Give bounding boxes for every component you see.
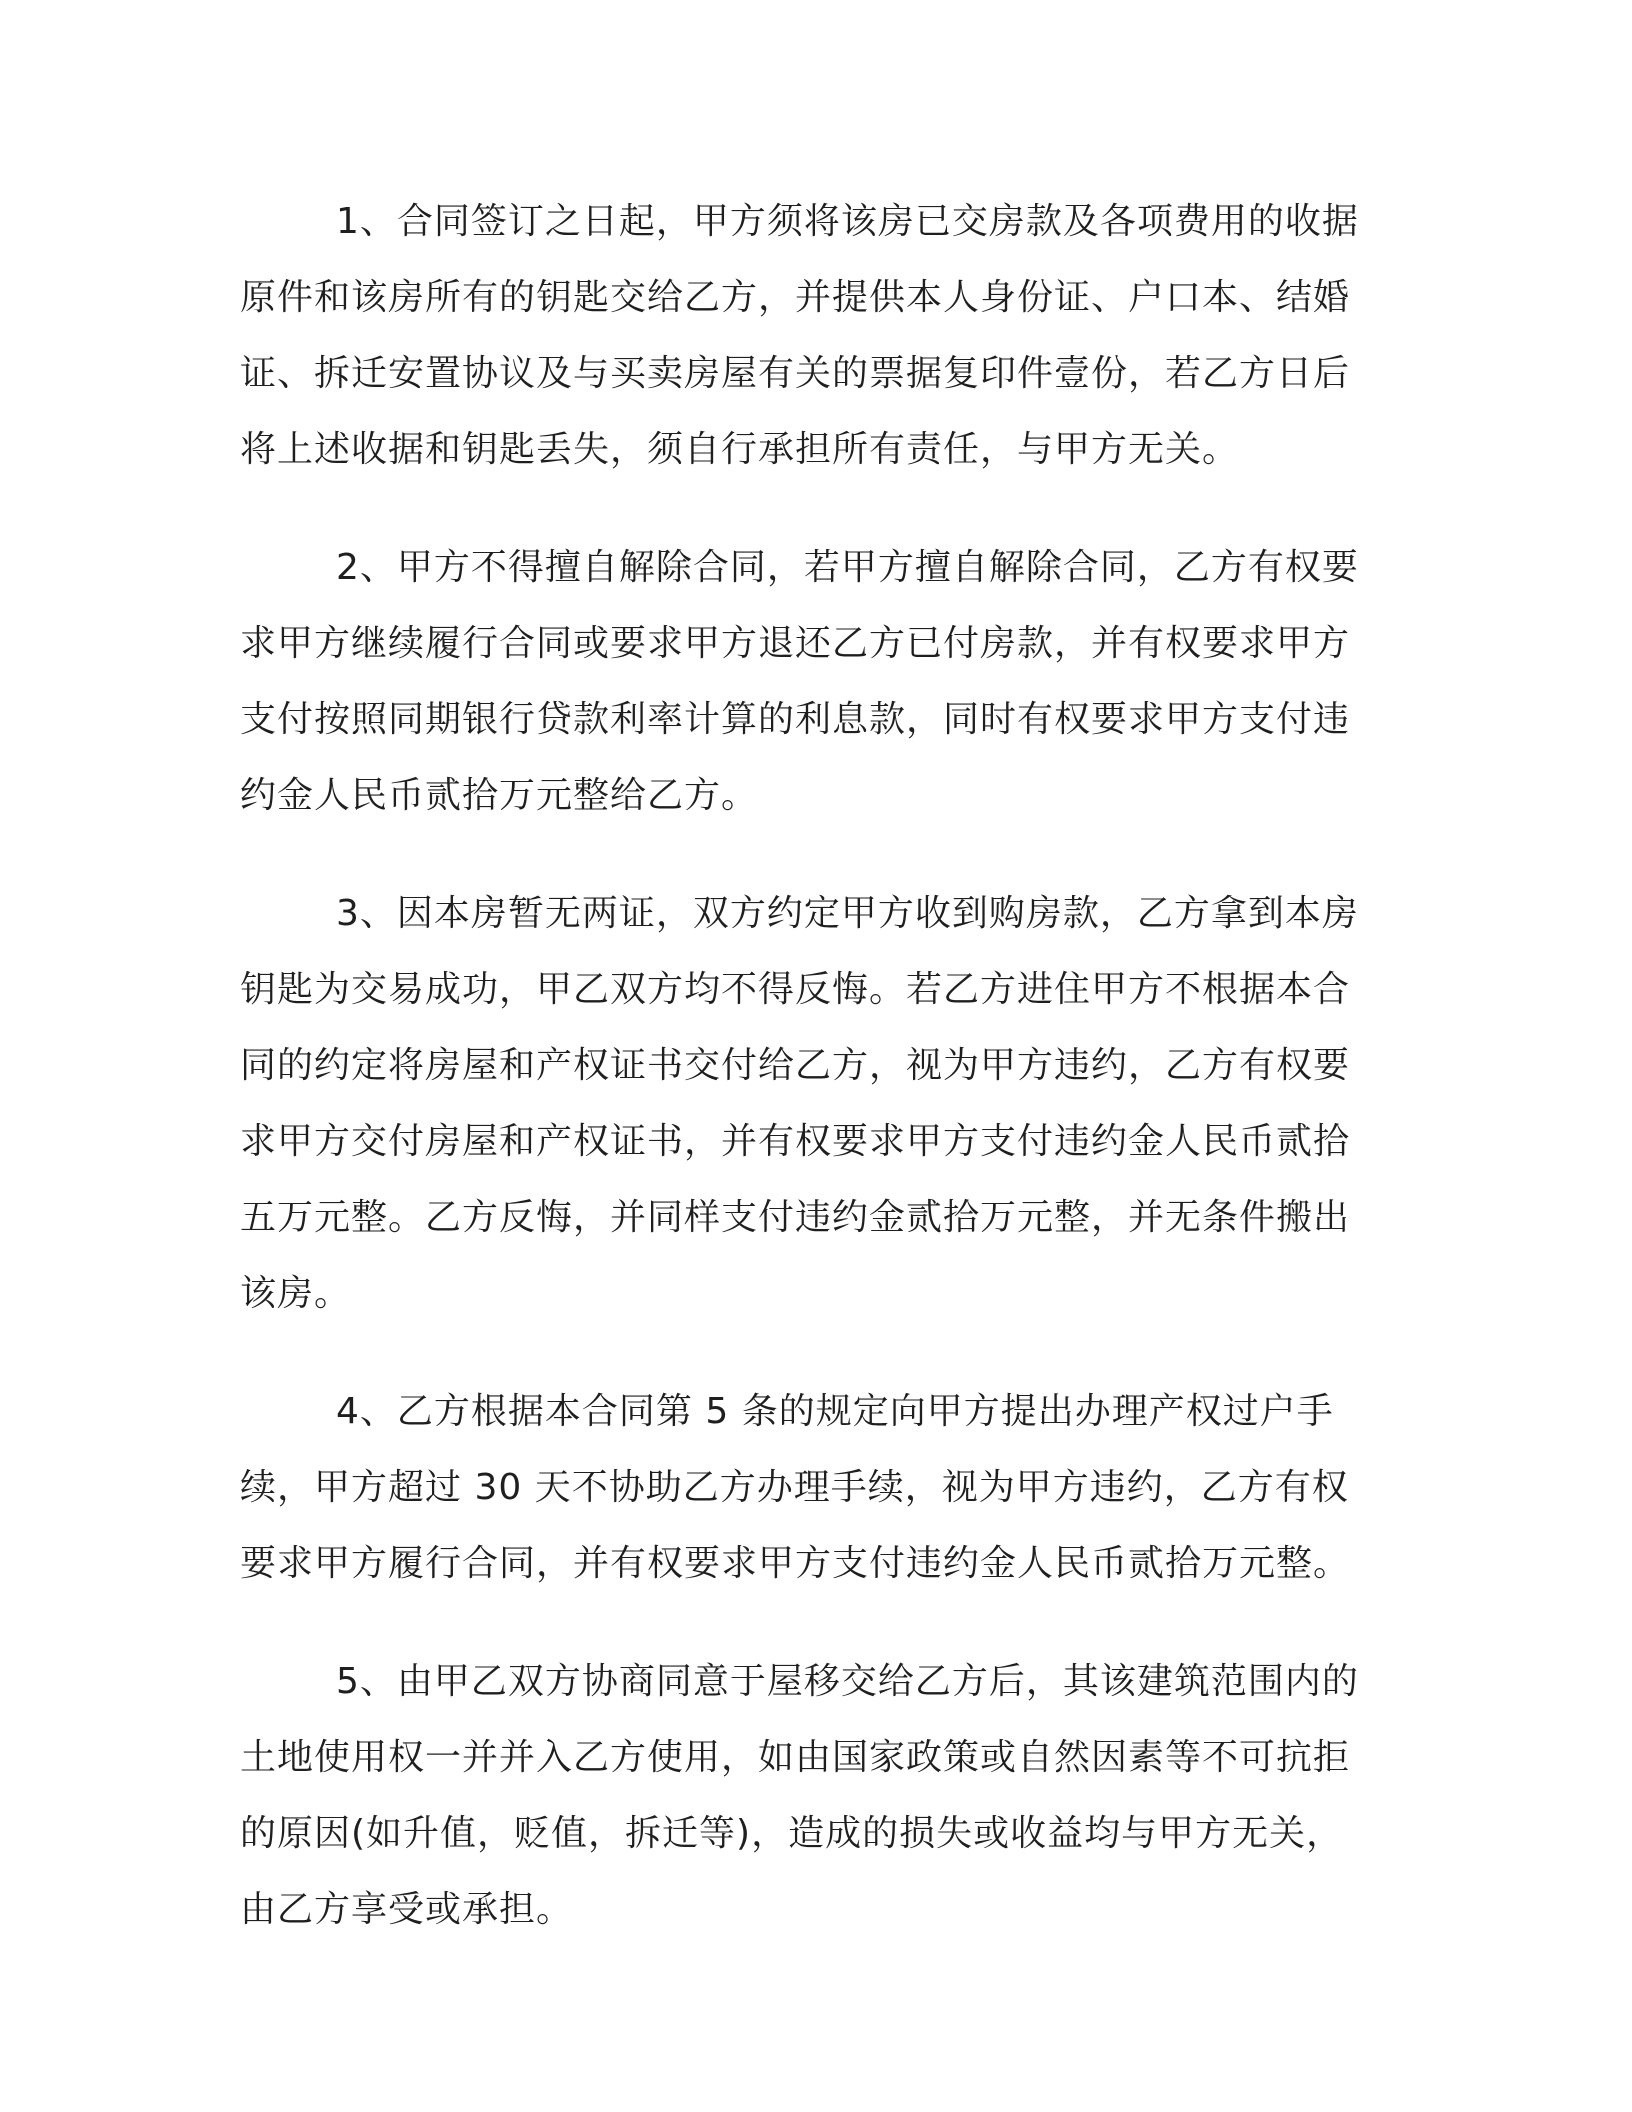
clause-4: 4、乙方根据本合同第 5 条的规定向甲方提出办理产权过户手续，甲方超过 30 天不协助乙方办理手续，视为甲方违约，乙方有权要求甲方履行合同，并有权要求甲方支付违约金人民币贰拾万元整。 — [240, 1391, 1351, 1584]
clause-2: 2、甲方不得擅自解除合同，若甲方擅自解除合同，乙方有权要求甲方继续履行合同或要求甲方退还乙方已付房款，并有权要求甲方支付按照同期银行贷款利率计算的利息款，同时有权要求甲方支付违约金人民币贰拾万元整给乙方。 — [240, 547, 1359, 816]
contract-clauses — [240, 184, 1380, 1990]
clause-5: 5、由甲乙双方协商同意于屋移交给乙方后，其该建筑范围内的土地使用权一并并入乙方使用，如由国家政策或自然因素等不可抗拒的原因(如升值，贬值，拆迁等)，造成的损失或收益均与甲方无关，由乙方享受或承担。 — [240, 1661, 1359, 1930]
clause-1: 1、合同签订之日起，甲方须将该房已交房款及各项费用的收据原件和该房所有的钥匙交给乙方，并提供本人身份证、户口本、结婚证、拆迁安置协议及与买卖房屋有关的票据复印件壹份，若乙方日后将上述收据和钥匙丢失，须自行承担所有责任，与甲方无关。 — [240, 201, 1359, 470]
clause-3: 3、因本房暂无两证，双方约定甲方收到购房款，乙方拿到本房钥匙为交易成功，甲乙双方均不得反悔。若乙方进住甲方不根据本合同的约定将房屋和产权证书交付给乙方，视为甲方违约，乙方有权要求甲方交付房屋和产权证书，并有权要求甲方支付违约金人民币贰拾五万元整。乙方反悔，并同样支付违约金贰拾万元整，并无条件搬出该房。 — [240, 893, 1359, 1314]
